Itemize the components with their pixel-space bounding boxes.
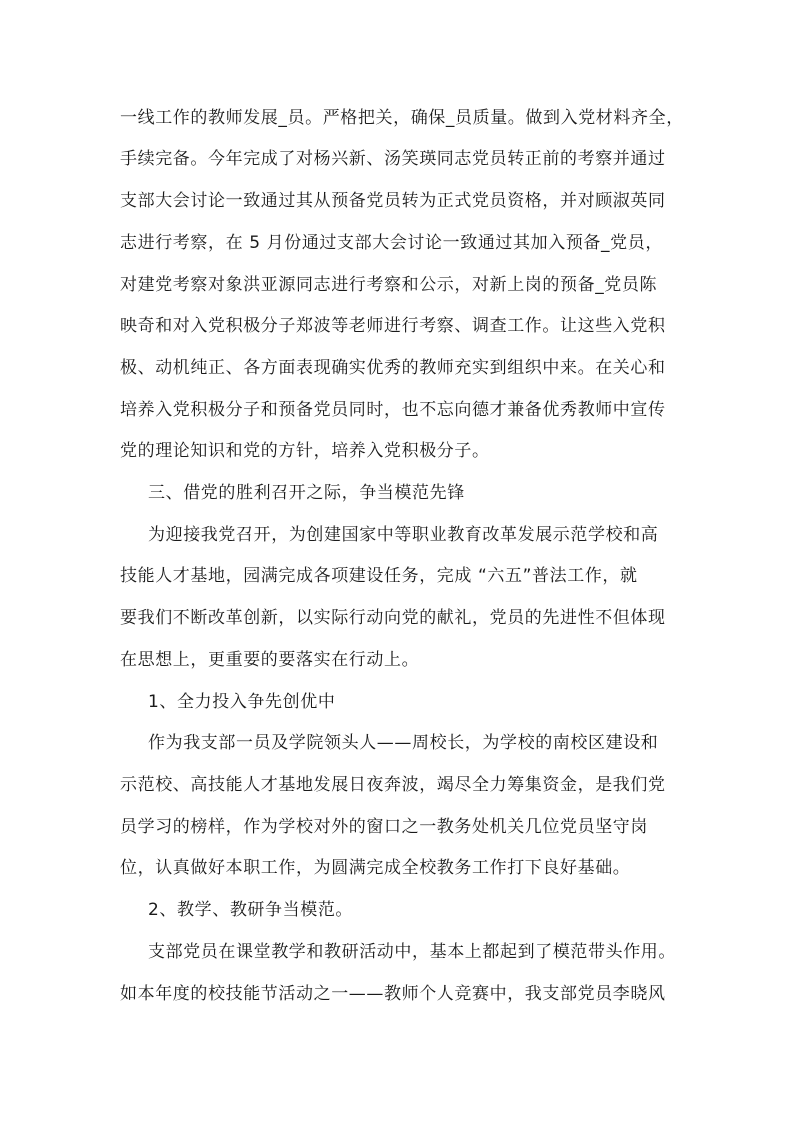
paragraph-line: 在思想上，更重要的要落实在行动上。: [120, 650, 420, 670]
paragraph-line: 作为我支部一员及学院领头人——周校长，为学校的南校区建设和: [148, 733, 659, 753]
paragraph-line: 对建党考察对象洪亚源同志进行考察和公示，对新上岗的预备_党员陈: [120, 275, 658, 295]
subsection-heading: 2、教学、教研争当模范。: [148, 900, 354, 920]
paragraph-line: 技能人才基地，园满完成各项建设任务，完成 “六五”普法工作，就: [120, 566, 638, 586]
paragraph-line: 支部党员在课堂教学和教研活动中，基本上都起到了模范带头作用。: [148, 942, 676, 962]
paragraph-line: 志进行考察，在 5 月份通过支部大会讨论一致通过其加入预备_党员，: [120, 233, 663, 253]
paragraph-line: 党的理论知识和党的方针，培养入党积极分子。: [120, 441, 490, 461]
paragraph-line: 示范校、高技能人才基地发展日夜奔波，竭尽全力筹集资金，是我们党: [120, 775, 666, 795]
paragraph-line: 映奇和对入党积极分子郑波等老师进行考察、调查工作。让这些入党积: [120, 316, 666, 336]
paragraph-line: 员学习的榜样，作为学校对外的窗口之一教务处机关几位党员坚守岗: [120, 817, 648, 837]
paragraph-line: 支部大会讨论一致通过其从预备党员转为正式党员资格，并对顾淑英同: [120, 191, 666, 211]
paragraph-line: 手续完备。今年完成了对杨兴新、汤笑瑛同志党员转正前的考察并通过: [120, 149, 666, 169]
subsection-heading: 1、全力投入争先创优中: [148, 692, 336, 712]
paragraph-line: 如本年度的校技能节活动之一——教师个人竞赛中，我支部党员李晓风: [120, 984, 666, 1004]
paragraph-line: 要我们不断改革创新，以实际行动向党的献礼，党员的先进性不但体现: [120, 608, 666, 628]
paragraph-line: 位，认真做好本职工作，为圆满完成全校教务工作打下良好基础。: [120, 858, 631, 878]
paragraph-line: 一线工作的教师发展_员。严格把关，确保_员质量。做到入党材料齐全，: [120, 108, 684, 128]
paragraph-line: 培养入党积极分子和预备党员同时，也不忘向德才兼备优秀教师中宣传: [120, 400, 666, 420]
paragraph-line: 极、动机纯正、各方面表现确实优秀的教师充实到组织中来。在关心和: [120, 358, 666, 378]
section-heading: 三、借党的胜利召开之际，争当模范先锋: [148, 483, 465, 503]
paragraph-line: 为迎接我党召开，为创建国家中等职业教育改革发展示范学校和高: [148, 525, 659, 545]
